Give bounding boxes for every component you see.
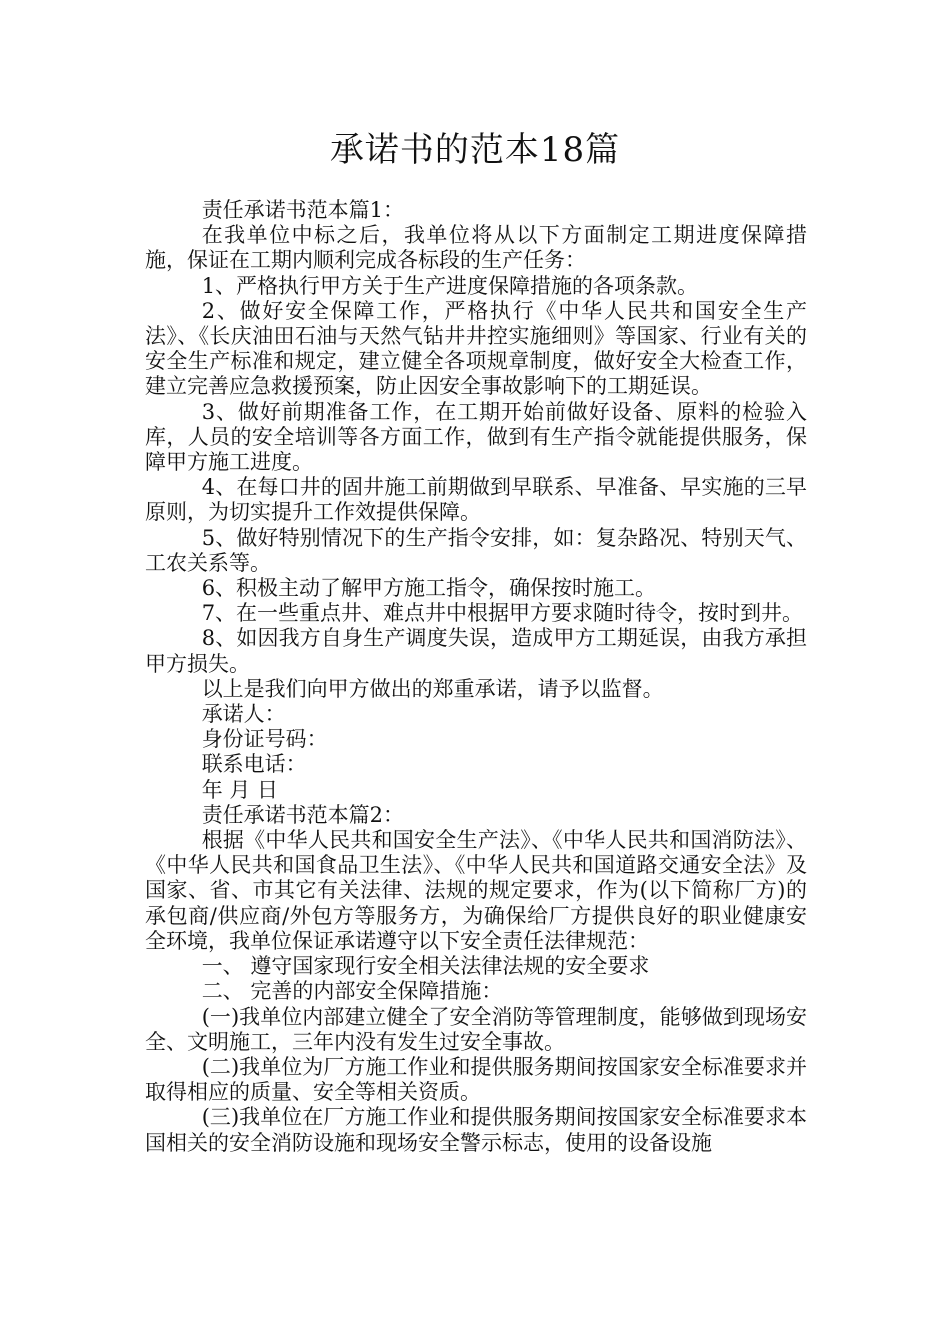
id-number-label: 身份证号码： xyxy=(201,727,328,752)
paragraph: 以上是我们向甲方做出的郑重承诺，请予以监督。 xyxy=(201,676,664,701)
document-title: 承诺书的范本18篇 xyxy=(329,130,621,170)
paragraph: 2、做好安全保障工作，严格执行《中华人民共和国安全生产法》、《长庆油田石油与天然气钻井井控实施细则》等国家、行业有关的安全生产标准和规定，建立健全各项规章制度，做好安全大检查工作，建立完善应急救援预案，防止因安全事故影响下的工期延误。 xyxy=(145,298,807,399)
paragraph: 4、在每口井的固井施工前期做到早联系、早准备、早实施的三早原则，为切实提升工作效提供保障。 xyxy=(145,475,807,525)
paragraph: 3、做好前期准备工作，在工期开始前做好设备、原料的检验入库，人员的安全培训等各方面工作，做到有生产指令就能提供服务，保障甲方施工进度。 xyxy=(145,399,807,475)
phone-label: 联系电话： xyxy=(201,752,307,777)
paragraph: (三)我单位在厂方施工作业和提供服务期间按国家安全标准要求本国相关的安全消防设施和现场安全警示标志，使用的设备设施 xyxy=(145,1105,807,1155)
paragraph: 二、 完善的内部安全保障措施： xyxy=(201,979,503,1004)
paragraph: 一、 遵守国家现行安全相关法律法规的安全要求 xyxy=(201,954,650,979)
paragraph: 根据《中华人民共和国安全生产法》、《中华人民共和国消防法》、《中华人民共和国食品卫生法》、《中华人民共和国道路交通安全法》及国家、省、市其它有关法律、法规的规定要求，作为(以下简称厂方)的承包商/供应商/外包方等服务方，为确保给厂方提供良好的职业健康安全环境，我单位保证承诺遵守以下安全责任法律规范： xyxy=(145,828,807,953)
date-label: 年 月 日 xyxy=(201,777,279,802)
paragraph: (二)我单位为厂方施工作业和提供服务期间按国家安全标准要求并取得相应的质量、安全等相关资质。 xyxy=(145,1054,807,1105)
paragraph: 1、严格执行甲方关于生产进度保障措施的各项条款。 xyxy=(201,273,699,298)
signature-label: 承诺人： xyxy=(201,702,286,727)
section-heading: 责任承诺书范本篇2： xyxy=(201,802,405,827)
document-body xyxy=(145,198,807,1156)
paragraph: (一)我单位内部建立健全了安全消防等管理制度，能够做到现场安全、文明施工，三年内没有发生过安全事故。 xyxy=(145,1004,807,1054)
paragraph: 5、做好特别情况下的生产指令安排，如：复杂路况、特别天气、工农关系等。 xyxy=(145,525,807,575)
paragraph: 6、积极主动了解甲方施工指令，确保按时施工。 xyxy=(201,576,657,601)
section-heading: 责任承诺书范本篇1： xyxy=(201,198,405,222)
paragraph: 在我单位中标之后，我单位将从以下方面制定工期进度保障措施，保证在工期内顺利完成各标段的生产任务： xyxy=(145,223,807,273)
paragraph: 7、在一些重点井、难点井中根据甲方要求随时待令，按时到井。 xyxy=(201,601,804,626)
paragraph: 8、如因我方自身生产调度失误，造成甲方工期延误，由我方承担甲方损失。 xyxy=(145,626,807,676)
